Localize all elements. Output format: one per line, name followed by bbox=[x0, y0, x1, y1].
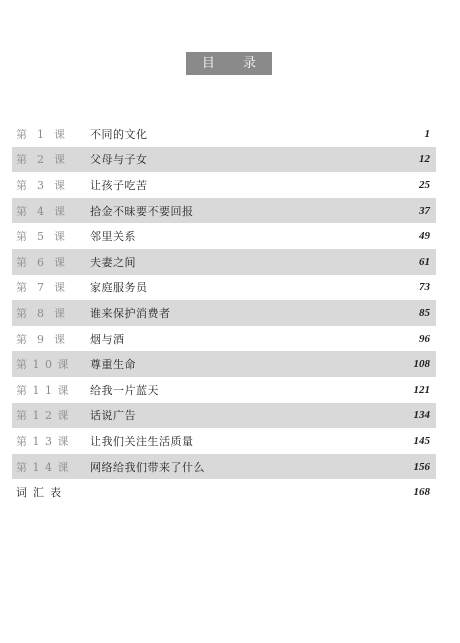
vocabulary-label: 词汇表 bbox=[16, 486, 67, 500]
lesson-number: 第 2 课 bbox=[16, 153, 66, 167]
toc-row-8[interactable] bbox=[12, 300, 436, 326]
page-number: 1 bbox=[424, 127, 430, 140]
lesson-number: 第 1 3 课 bbox=[16, 434, 70, 448]
toc-row-4[interactable] bbox=[12, 198, 436, 224]
lesson-title: 父母与子女 bbox=[90, 153, 148, 167]
toc-row-3[interactable] bbox=[12, 172, 436, 198]
lesson-title: 话说广告 bbox=[90, 409, 136, 423]
lesson-title: 邻里关系 bbox=[90, 230, 136, 244]
lesson-number: 第 1 0 课 bbox=[16, 358, 70, 372]
lesson-title: 谁来保护消费者 bbox=[90, 306, 171, 320]
toc-row-13[interactable] bbox=[12, 428, 436, 454]
page-number: 61 bbox=[419, 255, 430, 268]
lesson-title: 让我们关注生活质量 bbox=[90, 434, 194, 448]
page-number: 121 bbox=[413, 383, 430, 396]
toc-row-vocabulary[interactable] bbox=[12, 479, 436, 505]
toc-row-6[interactable] bbox=[12, 249, 436, 275]
toc-row-14[interactable] bbox=[12, 454, 436, 480]
lesson-title: 尊重生命 bbox=[90, 358, 136, 372]
page-number: 37 bbox=[419, 204, 430, 217]
lesson-number: 第 1 2 课 bbox=[16, 409, 70, 423]
lesson-title: 烟与酒 bbox=[90, 332, 125, 346]
lesson-title: 不同的文化 bbox=[90, 127, 148, 141]
toc-row-10[interactable] bbox=[12, 351, 436, 377]
page-number: 108 bbox=[413, 358, 430, 371]
lesson-number: 第 4 课 bbox=[16, 204, 66, 218]
lesson-number: 第 5 课 bbox=[16, 230, 66, 244]
toc-row-7[interactable] bbox=[12, 275, 436, 301]
lesson-number: 第 1 课 bbox=[16, 127, 66, 141]
page-number: 145 bbox=[413, 434, 430, 447]
lesson-number: 第 3 课 bbox=[16, 178, 66, 192]
toc-row-11[interactable] bbox=[12, 377, 436, 403]
lesson-number: 第 1 4 课 bbox=[16, 460, 70, 474]
toc-row-12[interactable] bbox=[12, 403, 436, 429]
page-number: 49 bbox=[419, 230, 430, 243]
lesson-number: 第 1 1 课 bbox=[16, 383, 70, 397]
toc-row-5[interactable] bbox=[12, 223, 436, 249]
toc-row-1[interactable] bbox=[12, 121, 436, 147]
page-number: 96 bbox=[419, 332, 430, 345]
lesson-number: 第 7 课 bbox=[16, 281, 66, 295]
page-number: 156 bbox=[413, 460, 430, 473]
lesson-title: 网络给我们带来了什么 bbox=[90, 460, 205, 474]
lesson-title: 拾金不昧要不要回报 bbox=[90, 204, 194, 218]
page-number: 73 bbox=[419, 281, 430, 294]
toc-row-9[interactable] bbox=[12, 326, 436, 352]
lesson-number: 第 8 课 bbox=[16, 306, 66, 320]
lesson-number: 第 9 课 bbox=[16, 332, 66, 346]
lesson-title: 让孩子吃苦 bbox=[90, 178, 148, 192]
page-number: 85 bbox=[419, 306, 430, 319]
page-title: 目 录 bbox=[186, 52, 272, 75]
lesson-title: 夫妻之间 bbox=[90, 255, 136, 269]
lesson-title: 给我一片蓝天 bbox=[90, 383, 159, 397]
page-number: 168 bbox=[413, 486, 430, 499]
toc-row-2[interactable] bbox=[12, 147, 436, 173]
lesson-title: 家庭服务员 bbox=[90, 281, 148, 295]
page-number: 12 bbox=[419, 153, 430, 166]
table-of-contents bbox=[12, 121, 436, 505]
page-number: 25 bbox=[419, 178, 430, 191]
lesson-number: 第 6 课 bbox=[16, 255, 66, 269]
page-number: 134 bbox=[413, 409, 430, 422]
